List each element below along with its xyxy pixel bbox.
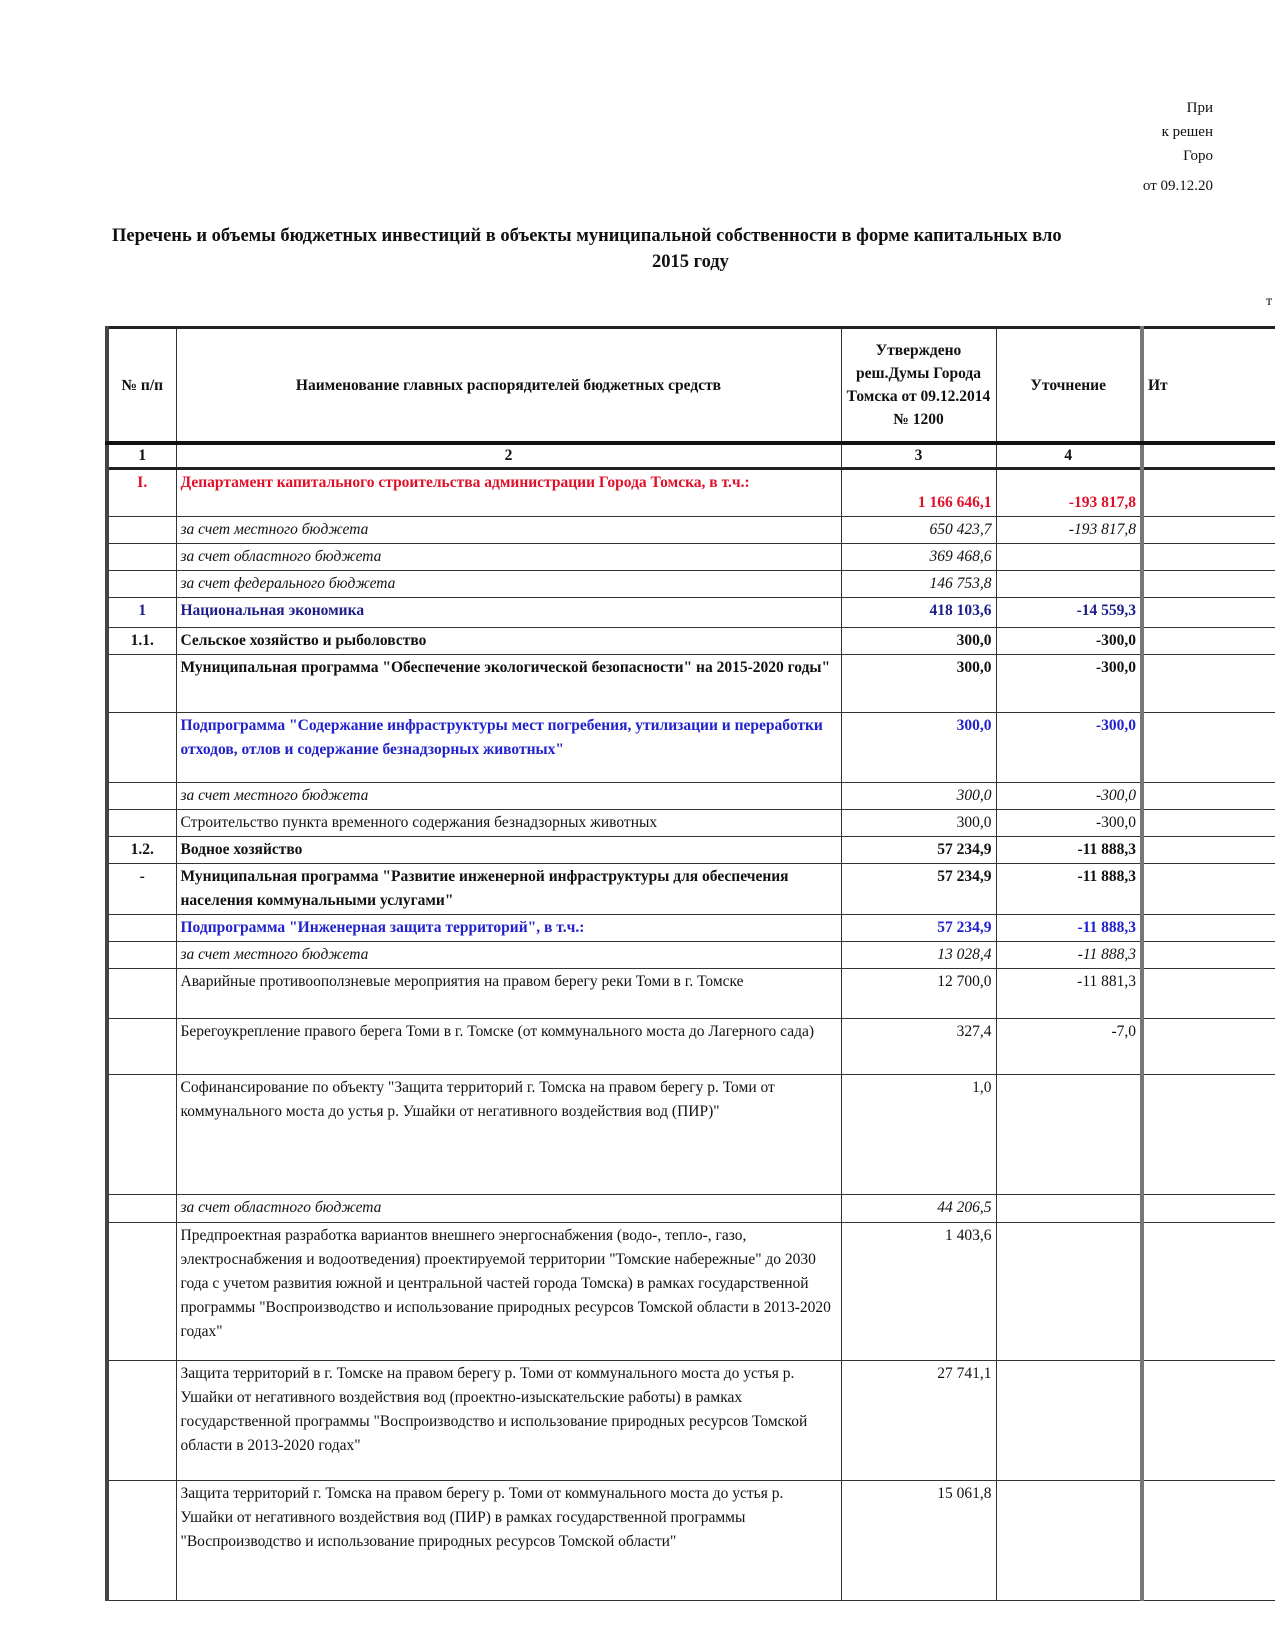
- row-total-amount: [1142, 517, 1275, 544]
- column-number-4: 4: [996, 443, 1142, 469]
- appendix-line-1: При: [1186, 100, 1213, 116]
- row-name: Департамент капитального строительства администрации Города Томска, в т.ч.:: [176, 469, 841, 517]
- table-row: [107, 571, 1275, 598]
- table-row: [107, 1223, 1275, 1361]
- row-name: Защита территорий в г. Томске на правом берегу р. Томи от коммунального моста до устья р. Ушайки от негативного воздействия вод (проектно-изыскательские работы) в рамках государственной программы "Воспроизводство и использование природных ресурсов Томской области в 2013-2020 годах": [176, 1361, 841, 1481]
- row-total-amount: [1142, 837, 1275, 864]
- row-name: за счет областного бюджета: [176, 544, 841, 571]
- row-name: Аварийные противооползневые мероприятия на правом берегу реки Томи в г. Томске: [176, 969, 841, 1019]
- row-number: [107, 1075, 176, 1195]
- row-number: [107, 1195, 176, 1223]
- table-row: [107, 598, 1275, 628]
- row-approved-amount: 1 166 646,1: [841, 469, 996, 517]
- row-approved-amount: 57 234,9: [841, 837, 996, 864]
- row-total-amount: [1142, 915, 1275, 942]
- row-clarification-amount: [996, 1361, 1142, 1481]
- row-clarification-amount: -300,0: [996, 783, 1142, 810]
- column-number-2: 2: [176, 443, 841, 469]
- table-row: [107, 628, 1275, 655]
- row-total-amount: [1142, 571, 1275, 598]
- row-total-amount: [1142, 1361, 1275, 1481]
- row-number: [107, 713, 176, 783]
- header-name: Наименование главных распорядителей бюджетных средств: [176, 328, 841, 444]
- row-total-amount: [1142, 1481, 1275, 1601]
- table-row: [107, 783, 1275, 810]
- row-approved-amount: 369 468,6: [841, 544, 996, 571]
- row-total-amount: [1142, 810, 1275, 837]
- row-number: [107, 544, 176, 571]
- document-title: [112, 222, 1275, 272]
- row-name: за счет местного бюджета: [176, 517, 841, 544]
- row-number: [107, 810, 176, 837]
- table-row: [107, 942, 1275, 969]
- row-name: Строительство пункта временного содержания безнадзорных животных: [176, 810, 841, 837]
- table-row: [107, 544, 1275, 571]
- row-clarification-amount: -193 817,8: [996, 469, 1142, 517]
- row-number: [107, 915, 176, 942]
- row-approved-amount: 650 423,7: [841, 517, 996, 544]
- row-approved-amount: 1,0: [841, 1075, 996, 1195]
- appendix-line-2: к решен: [1161, 124, 1213, 140]
- table-row: [107, 810, 1275, 837]
- row-clarification-amount: -7,0: [996, 1019, 1142, 1075]
- table-row: [107, 1075, 1275, 1195]
- row-name: Водное хозяйство: [176, 837, 841, 864]
- table-row: [107, 469, 1275, 517]
- row-approved-amount: 27 741,1: [841, 1361, 996, 1481]
- table-row: [107, 1019, 1275, 1075]
- column-number-5: [1142, 443, 1275, 469]
- column-number-1: 1: [107, 443, 176, 469]
- investment-table: [105, 326, 1275, 1601]
- header-clarification: Уточнение: [996, 328, 1142, 444]
- row-name: Национальная экономика: [176, 598, 841, 628]
- row-approved-amount: 12 700,0: [841, 969, 996, 1019]
- row-number: 1: [107, 598, 176, 628]
- row-total-amount: [1142, 713, 1275, 783]
- appendix-line-3: Горо: [1183, 148, 1213, 164]
- row-approved-amount: 300,0: [841, 713, 996, 783]
- row-number: I.: [107, 469, 176, 517]
- row-approved-amount: 418 103,6: [841, 598, 996, 628]
- row-clarification-amount: -193 817,8: [996, 517, 1142, 544]
- row-clarification-amount: [996, 1481, 1142, 1601]
- row-clarification-amount: -300,0: [996, 628, 1142, 655]
- row-total-amount: [1142, 469, 1275, 517]
- row-approved-amount: 300,0: [841, 655, 996, 713]
- row-clarification-amount: [996, 1195, 1142, 1223]
- row-total-amount: [1142, 1075, 1275, 1195]
- header-num: № п/п: [107, 328, 176, 444]
- row-approved-amount: 57 234,9: [841, 864, 996, 915]
- row-number: [107, 942, 176, 969]
- units-label: т: [1266, 294, 1273, 309]
- row-name: за счет местного бюджета: [176, 783, 841, 810]
- row-clarification-amount: -11 888,3: [996, 915, 1142, 942]
- row-name: за счет местного бюджета: [176, 942, 841, 969]
- row-approved-amount: 1 403,6: [841, 1223, 996, 1361]
- row-clarification-amount: [996, 544, 1142, 571]
- row-clarification-amount: -11 888,3: [996, 837, 1142, 864]
- table-row: [107, 915, 1275, 942]
- row-approved-amount: 300,0: [841, 783, 996, 810]
- row-approved-amount: 300,0: [841, 810, 996, 837]
- table-row: [107, 1481, 1275, 1601]
- row-number: [107, 1019, 176, 1075]
- row-total-amount: [1142, 942, 1275, 969]
- row-total-amount: [1142, 598, 1275, 628]
- row-approved-amount: 146 753,8: [841, 571, 996, 598]
- title-line-1: Перечень и объемы бюджетных инвестиций в объекты муниципальной собственности в форме капитальных вло: [112, 226, 1062, 246]
- table-row: [107, 837, 1275, 864]
- row-number: 1.1.: [107, 628, 176, 655]
- row-total-amount: [1142, 783, 1275, 810]
- row-clarification-amount: -14 559,3: [996, 598, 1142, 628]
- column-number-3: 3: [841, 443, 996, 469]
- row-number: [107, 1361, 176, 1481]
- row-clarification-amount: [996, 1075, 1142, 1195]
- row-number: 1.2.: [107, 837, 176, 864]
- row-approved-amount: 57 234,9: [841, 915, 996, 942]
- row-clarification-amount: -11 888,3: [996, 864, 1142, 915]
- row-total-amount: [1142, 1195, 1275, 1223]
- column-numbers-row: [107, 443, 1275, 469]
- row-approved-amount: 44 206,5: [841, 1195, 996, 1223]
- table-row: [107, 655, 1275, 713]
- row-number: [107, 1481, 176, 1601]
- title-line-2: 2015 году: [652, 252, 729, 272]
- row-approved-amount: 15 061,8: [841, 1481, 996, 1601]
- row-name: Сельское хозяйство и рыболовство: [176, 628, 841, 655]
- row-number: [107, 1223, 176, 1361]
- row-clarification-amount: [996, 1223, 1142, 1361]
- table-row: [107, 1361, 1275, 1481]
- row-clarification-amount: -11 888,3: [996, 942, 1142, 969]
- row-name: Подпрограмма "Инженерная защита территорий", в т.ч.:: [176, 915, 841, 942]
- row-approved-amount: 13 028,4: [841, 942, 996, 969]
- row-number: -: [107, 864, 176, 915]
- appendix-header: [1143, 96, 1213, 198]
- table-header-row: [107, 328, 1275, 444]
- table-row: [107, 864, 1275, 915]
- row-name: Муниципальная программа "Обеспечение экологической безопасности" на 2015-2020 годы": [176, 655, 841, 713]
- row-clarification-amount: -300,0: [996, 713, 1142, 783]
- table-row: [107, 713, 1275, 783]
- row-name: Муниципальная программа "Развитие инженерной инфраструктуры для обеспечения населения коммунальными услугами": [176, 864, 841, 915]
- row-name: Софинансирование по объекту "Защита территорий г. Томска на правом берегу р. Томи от коммунального моста до устья р. Ушайки от негативного воздействия вод (ПИР)": [176, 1075, 841, 1195]
- row-name: Предпроектная разработка вариантов внешнего энергоснабжения (водо-, тепло-, газо, электроснабжения и водоотведения) проектируемой территории "Томские набережные" до 2030 года с учетом развития южной и центральной частей города Томска) в рамках государственной программы "Воспроизводство и использование природных ресурсов Томской области в 2013-2020 годах": [176, 1223, 841, 1361]
- row-approved-amount: 300,0: [841, 628, 996, 655]
- row-name: Подпрограмма "Содержание инфраструктуры мест погребения, утилизации и переработки отходов, отлов и содержание безнадзорных животных": [176, 713, 841, 783]
- row-number: [107, 517, 176, 544]
- row-name: Защита территорий г. Томска на правом берегу р. Томи от коммунального моста до устья р. Ушайки от негативного воздействия вод (ПИР) в рамках государственной программы "Воспроизводство и использование природных ресурсов Томской области": [176, 1481, 841, 1601]
- row-total-amount: [1142, 655, 1275, 713]
- row-clarification-amount: [996, 571, 1142, 598]
- table-row: [107, 969, 1275, 1019]
- appendix-date: от 09.12.20: [1142, 178, 1213, 194]
- row-clarification-amount: -11 881,3: [996, 969, 1142, 1019]
- row-name: за счет федерального бюджета: [176, 571, 841, 598]
- row-total-amount: [1142, 1223, 1275, 1361]
- row-total-amount: [1142, 864, 1275, 915]
- row-total-amount: [1142, 969, 1275, 1019]
- row-approved-amount: 327,4: [841, 1019, 996, 1075]
- table-row: [107, 1195, 1275, 1223]
- header-approved: Утверждено реш.Думы Города Томска от 09.12.2014 № 1200: [841, 328, 996, 444]
- header-total: Ит: [1142, 328, 1275, 444]
- row-name: за счет областного бюджета: [176, 1195, 841, 1223]
- row-total-amount: [1142, 1019, 1275, 1075]
- row-clarification-amount: -300,0: [996, 810, 1142, 837]
- table-row: [107, 517, 1275, 544]
- row-name: Берегоукрепление правого берега Томи в г. Томске (от коммунального моста до Лагерного сада): [176, 1019, 841, 1075]
- row-number: [107, 783, 176, 810]
- row-total-amount: [1142, 544, 1275, 571]
- row-number: [107, 571, 176, 598]
- row-clarification-amount: -300,0: [996, 655, 1142, 713]
- row-number: [107, 655, 176, 713]
- row-total-amount: [1142, 628, 1275, 655]
- row-number: [107, 969, 176, 1019]
